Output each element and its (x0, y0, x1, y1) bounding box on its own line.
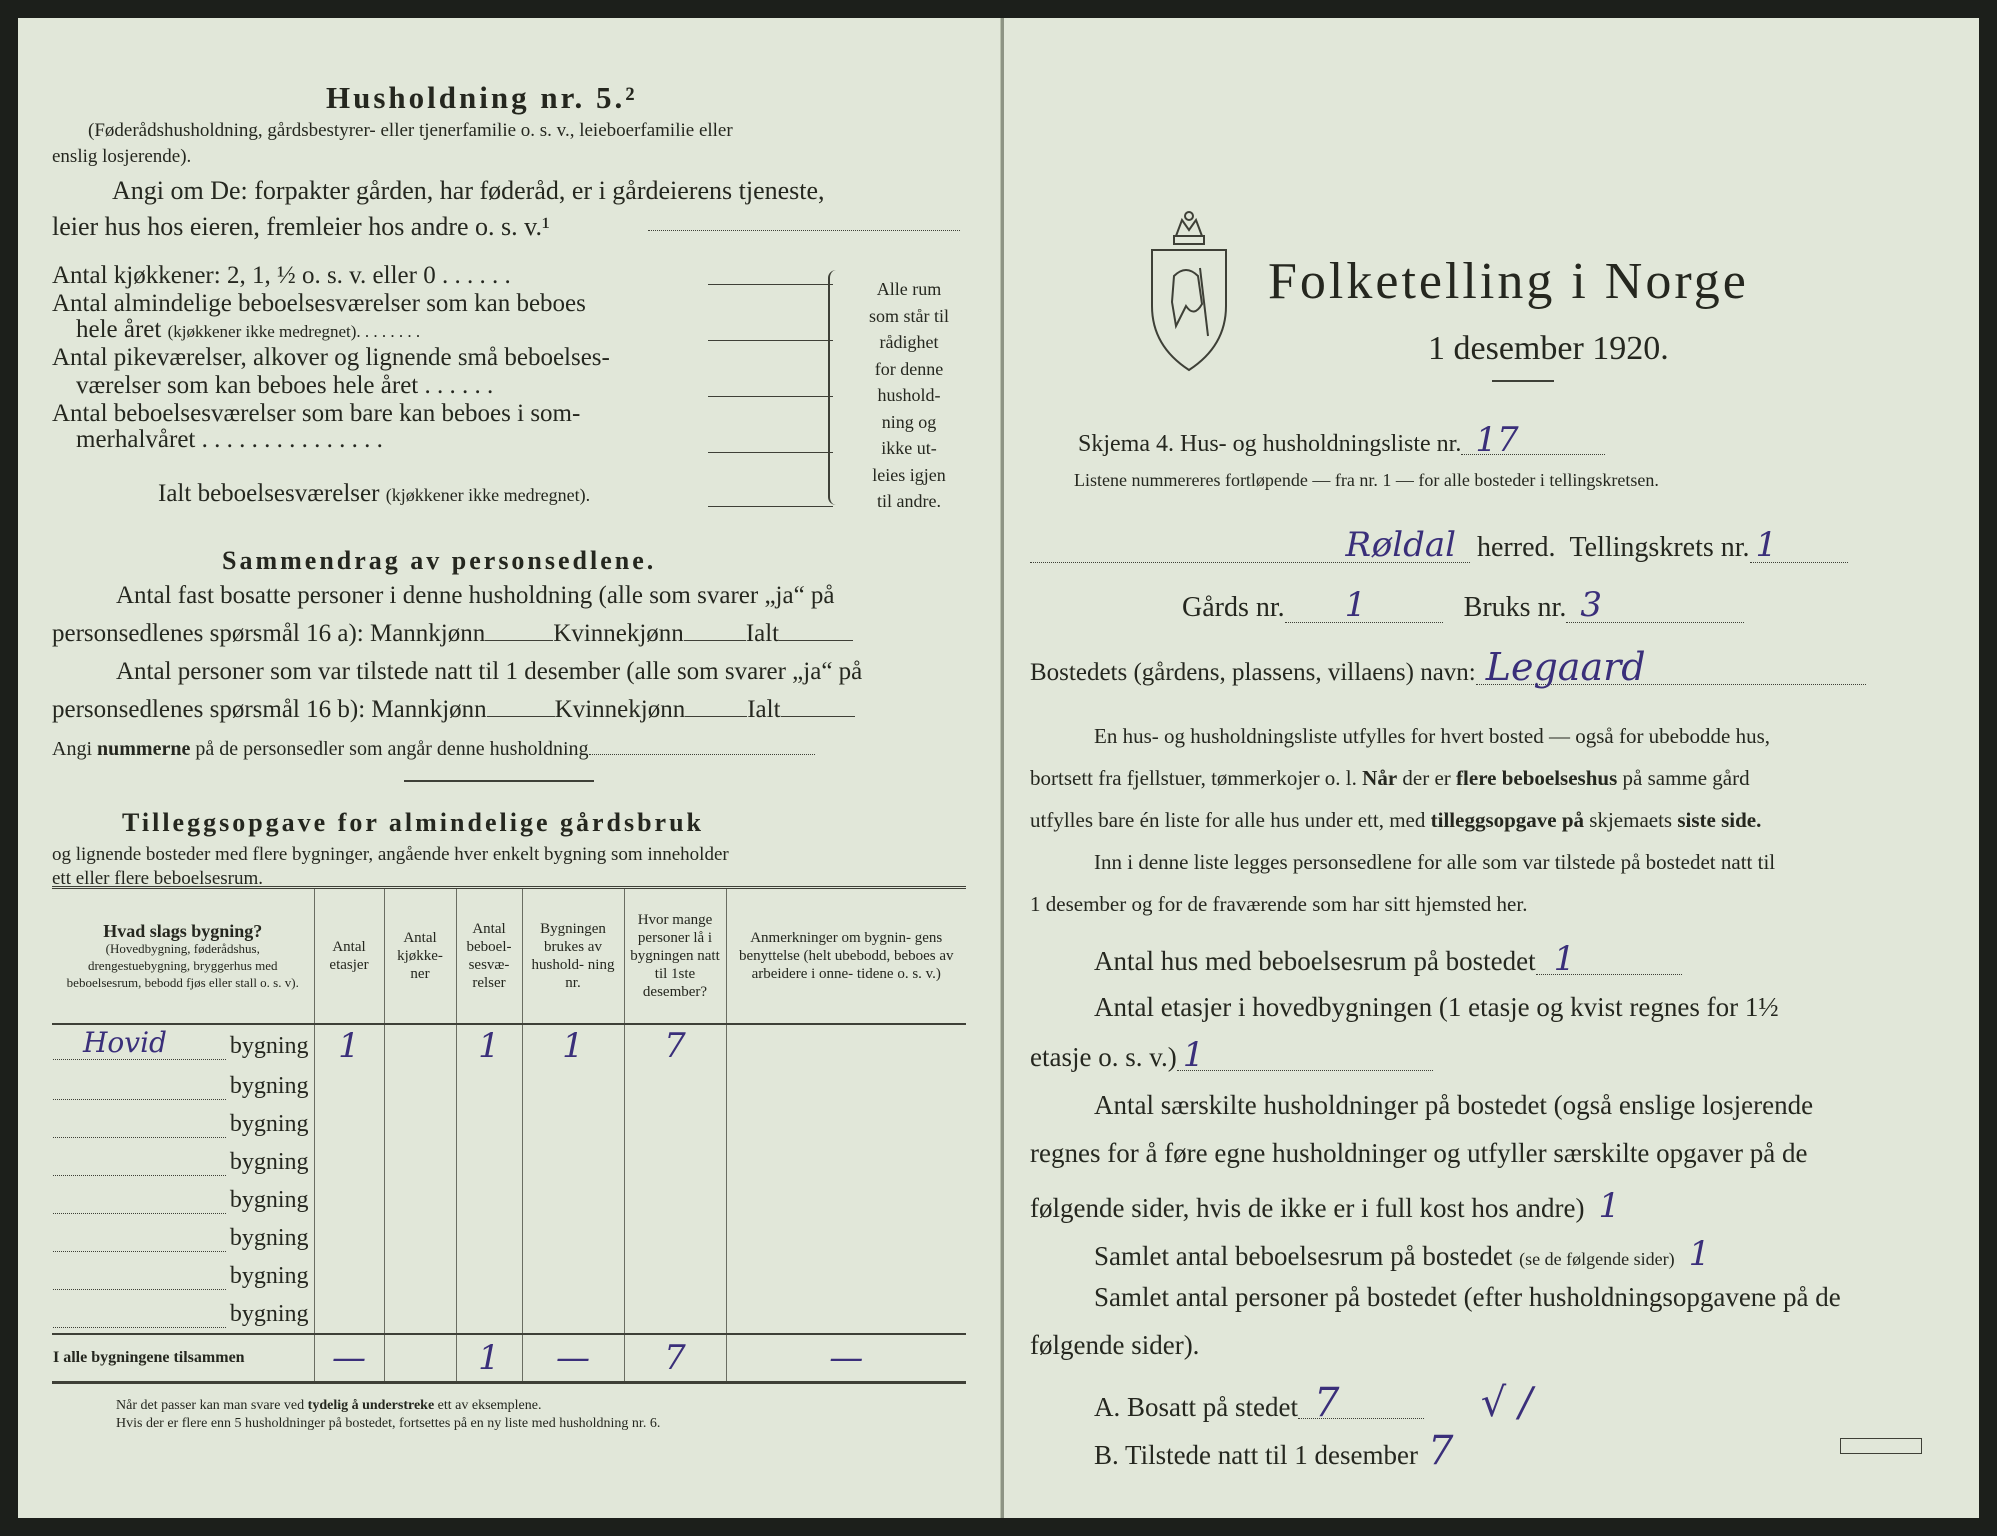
household-intro-line2: enslig losjerende). (52, 146, 192, 167)
building-row (52, 1105, 966, 1143)
building-rom-cell (456, 1181, 522, 1219)
q-persons-b: følgende sider). (1030, 1330, 1200, 1360)
angi-line2: leier hus hos eieren, fremleier hos andre o. s. v.¹ (52, 212, 550, 241)
building-husholdning-cell (522, 1257, 624, 1295)
building-row (52, 1067, 966, 1105)
summary-heading: Sammendrag av personsedlene. (222, 546, 657, 575)
summary-p3: Angi nummerne på de personsedler som angår denne husholdning (52, 738, 815, 761)
side-note-line: ning og (881, 411, 937, 432)
angi-answer-line (648, 230, 960, 231)
summary-p1-line1: Antal fast bosatte personer i denne husholdning (alle som svarer „ja“ på (116, 582, 835, 609)
building-anm-cell (726, 1295, 966, 1334)
bosted-line: Bostedets (gårdens, plassens, villaens) navn: Legaard (1030, 650, 1866, 687)
building-kjokkener-cell (384, 1257, 456, 1295)
building-personer-cell (624, 1105, 726, 1143)
building-kjokkener-cell (384, 1067, 456, 1105)
building-word: bygning (229, 1032, 309, 1059)
skjema-line: Skjema 4. Hus- og husholdningsliste nr. 17 (1078, 426, 1605, 458)
q-present: B. Tilstede natt til 1 desember 7 (1094, 1428, 1454, 1474)
rooms-ordinary-a: Antal almindelige beboelsesværelser som kan beboes (52, 290, 586, 317)
side-note-line: hushold- (877, 385, 941, 405)
listene-note: Listene nummereres fortløpende — fra nr. 1 — for alle bosteder i tellingskretsen. (1074, 470, 1659, 490)
building-row (52, 1295, 966, 1334)
household-intro-line1: (Føderådshusholdning, gårdsbestyrer- eller tjenerfamilie o. s. v., leieboerfamilie eller (88, 120, 733, 141)
building-type-cell (52, 1257, 314, 1295)
rooms-small-line (708, 396, 833, 397)
building-word: bygning (229, 1186, 309, 1213)
building-husholdning-cell (522, 1295, 624, 1334)
q-present-value: 7 (1428, 1428, 1454, 1474)
building-husholdning-cell (522, 1181, 624, 1219)
building-anm-cell (726, 1067, 966, 1105)
building-personer-cell (624, 1181, 726, 1219)
building-word: bygning (229, 1300, 309, 1327)
herred-value: Røldal (1030, 528, 1470, 563)
rooms-small-b: værelser som kan beboes hele året . . . . . . (76, 372, 494, 399)
building-rom-cell: 1 (456, 1024, 522, 1067)
buildings-table-header (52, 888, 966, 1025)
check-mark: √ / (1480, 1380, 1533, 1426)
building-type-cell (52, 1067, 314, 1105)
side-note-line: rådighet (879, 332, 939, 352)
info-line3: utfylles bare én liste for alle hus under ett, med tilleggsopgave på skjemaets siste side. (1030, 808, 1762, 832)
total-husholdning-cell: — (522, 1334, 624, 1383)
building-personer-cell (624, 1067, 726, 1105)
buildings-total-row (52, 1334, 966, 1383)
summary-p2-line1: Antal personer som var tilstede natt til 1 desember (alle som svarer „ja“ på (116, 658, 863, 685)
q-floors-a: Antal etasjer i hovedbygningen (1 etasje og kvist regnes for 1½ (1094, 992, 1779, 1022)
building-rom-cell (456, 1219, 522, 1257)
rooms-summer-line (708, 452, 833, 453)
q-resident: A. Bosatt på stedet 7 √ / (1094, 1380, 1533, 1426)
building-etasjer-cell (314, 1295, 384, 1334)
side-note-line: til andre. (877, 491, 941, 511)
rooms-summer-b: merhalvåret . . . . . . . . . . . . . . . (76, 426, 383, 453)
tillegg-sub1: og lignende bosteder med flere bygninger, angående hver enkelt bygning som inneholder (52, 844, 729, 865)
col-header-floors: Antal etasjer (314, 888, 384, 1025)
skjema-number: 17 (1461, 426, 1605, 455)
rooms-small-a: Antal pikeværelser, alkover og lignende små beboelses- (52, 344, 610, 371)
building-etasjer-cell (314, 1181, 384, 1219)
building-word: bygning (229, 1072, 309, 1099)
col-header-kitchens: Antal kjøkke- ner (384, 888, 456, 1025)
q-floors-value: 1 (1177, 1040, 1433, 1071)
building-word: bygning (229, 1262, 309, 1289)
bosted-value: Legaard (1476, 650, 1866, 685)
rooms-kitchens-line (708, 284, 833, 285)
section-divider (404, 780, 594, 782)
col-header-remarks: Anmerkninger om bygnin- gens benyttelse (helt ubebodd, beboes av arbeidere i onne- tidene o. s. v.) (726, 888, 966, 1025)
gards-bruks-line: Gårds nr. 1 Bruks nr. 3 (1182, 588, 1744, 624)
building-etasjer-cell (314, 1105, 384, 1143)
total-label: I alle bygningene tilsammen (53, 1349, 245, 1366)
building-type-cell (52, 1295, 314, 1334)
gards-value: 1 (1285, 588, 1443, 623)
building-row (52, 1219, 966, 1257)
q-households-c: følgende sider, hvis de ikke er i full kost hos andre) 1 (1030, 1186, 1621, 1226)
building-etasjer-cell: 1 (314, 1024, 384, 1067)
building-etasjer-cell (314, 1067, 384, 1105)
building-personer-cell (624, 1143, 726, 1181)
census-title: Folketelling i Norge (1268, 253, 1749, 310)
side-note-line: som står til (869, 305, 949, 326)
building-kjokkener-cell (384, 1295, 456, 1334)
building-row (52, 1143, 966, 1181)
right-page (1004, 18, 1979, 1518)
building-kjokkener-cell (384, 1219, 456, 1257)
summary-p2-line2: personsedlenes spørsmål 16 b): Mannkjønn Kvinnekjønn Ialt (52, 696, 855, 724)
total-rom-cell: 1 (456, 1334, 522, 1383)
q-households-b: regnes for å føre egne husholdninger og utfyller særskilte opgaver på de (1030, 1138, 1808, 1168)
side-note-line: ikke ut- (881, 438, 937, 458)
info-line1: En hus- og husholdningsliste utfylles for hvert bosted — også for ubebodde hus, (1094, 724, 1770, 748)
building-personer-cell: 7 (624, 1024, 726, 1067)
q-persons-a: Samlet antal personer på bostedet (efter husholdningsopgavene på de (1094, 1282, 1841, 1312)
info-line4: Inn i denne liste legges personsedlene for alle som var tilstede på bostedet natt til (1094, 850, 1776, 874)
building-type-cell (52, 1024, 314, 1067)
building-personer-cell (624, 1219, 726, 1257)
col-header-building-type: Hvad slags bygning? (Hovedbygning, føderådshus, drengestuebygning, bryggerhus med beboelsesrum, bebodd fjøs eller stall o. s. v). (66, 920, 299, 990)
herred-line: Røldal herred. Tellingskrets nr. 1 (1030, 528, 1848, 564)
q-rooms-value: 1 (1688, 1234, 1711, 1274)
angi-line1: Angi om De: forpakter gården, har føderåd, er i gårdeierens tjeneste, (112, 176, 825, 205)
census-date: 1 desember 1920. (1428, 330, 1669, 367)
side-note-line: for denne (874, 358, 944, 379)
col-header-persons: Hvor mange personer lå i bygningen natt til 1ste desember? (624, 888, 726, 1025)
building-anm-cell (726, 1024, 966, 1067)
q-households-a: Antal særskilte husholdninger på bostedet (også enslige losjerende (1094, 1090, 1814, 1120)
total-etasjer-cell: — (314, 1334, 384, 1383)
col-header-rooms: Antal beboel- sesvæ- relser (456, 888, 522, 1025)
building-husholdning-cell (522, 1067, 624, 1105)
building-anm-cell (726, 1219, 966, 1257)
printer-stamp (1840, 1438, 1922, 1454)
building-kjokkener-cell (384, 1024, 456, 1067)
rooms-side-note (854, 276, 964, 515)
building-husholdning-cell (522, 1143, 624, 1181)
building-row (52, 1181, 966, 1219)
building-word: bygning (229, 1110, 309, 1137)
building-anm-cell (726, 1181, 966, 1219)
rooms-total: Ialt beboelsesværelser (kjøkkener ikke medregnet). (158, 480, 591, 507)
building-kjokkener-cell (384, 1105, 456, 1143)
q-rooms: Samlet antal beboelsesrum på bostedet (se de følgende sider) 1 (1094, 1234, 1711, 1274)
rooms-summer-a: Antal beboelsesværelser som bare kan beboes i som- (52, 400, 581, 427)
rooms-kitchens: Antal kjøkkener: 2, 1, ½ o. s. v. eller 0 . . . . . . (52, 262, 511, 289)
building-etasjer-cell (314, 1143, 384, 1181)
building-rom-cell (456, 1105, 522, 1143)
tillegg-sub2: ett eller flere beboelsesrum. (52, 868, 264, 889)
building-husholdning-cell: 1 (522, 1024, 624, 1067)
side-note-line: Alle rum (876, 279, 942, 299)
building-kjokkener-cell (384, 1143, 456, 1181)
building-rom-cell (456, 1067, 522, 1105)
building-word: bygning (229, 1148, 309, 1175)
summary-p1-line2: personsedlenes spørsmål 16 a): Mannkjønn Kvinnekjønn Ialt (52, 620, 853, 648)
col-header-household: Bygningen brukes av hushold- ning nr. (522, 888, 624, 1025)
building-kjokkener-cell (384, 1181, 456, 1219)
krets-value: 1 (1750, 528, 1848, 563)
footnote-2: Hvis der er flere enn 5 husholdninger på bostedet, fortsettes på en ny liste med husholdning nr. 6. (116, 1416, 661, 1431)
footnote-1: Når det passer kan man svare ved tydelig å understreke ett av eksemplene. (116, 1398, 542, 1413)
bruks-value: 3 (1566, 588, 1744, 623)
buildings-table (52, 886, 966, 1384)
q-houses-value: 1 (1536, 944, 1682, 975)
rooms-total-line (708, 506, 833, 507)
tillegg-heading: Tilleggsopgave for almindelige gårdsbruk (122, 808, 705, 837)
building-personer-cell (624, 1257, 726, 1295)
building-husholdning-cell (522, 1105, 624, 1143)
building-rom-cell (456, 1295, 522, 1334)
title-divider (1492, 380, 1554, 382)
building-row (52, 1257, 966, 1295)
building-type-cell (52, 1105, 314, 1143)
info-line5: 1 desember og for de fraværende som har sitt hjemsted her. (1030, 892, 1528, 916)
rooms-ordinary-line (708, 340, 833, 341)
building-etasjer-cell (314, 1257, 384, 1295)
building-anm-cell (726, 1143, 966, 1181)
building-type-cell (52, 1143, 314, 1181)
q-houses: Antal hus med beboelsesrum på bostedet 1 (1094, 944, 1682, 977)
rooms-ordinary-b: hele året (kjøkkener ikke medregnet). . . . . . . . (76, 316, 421, 343)
building-type-cell (52, 1181, 314, 1219)
total-personer-cell: 7 (624, 1334, 726, 1383)
building-word: bygning (229, 1224, 309, 1251)
rooms-brace (828, 270, 844, 505)
building-anm-cell (726, 1257, 966, 1295)
info-line2: bortsett fra fjellstuer, tømmerkojer o. l. Når der er flere beboelseshus på samme gård (1030, 766, 1750, 790)
norwegian-coat-of-arms-icon (1146, 206, 1232, 376)
q-households-value: 1 (1598, 1186, 1621, 1226)
building-husholdning-cell (522, 1219, 624, 1257)
left-page (18, 18, 1001, 1518)
building-type-cell (52, 1219, 314, 1257)
total-anm-cell: — (726, 1334, 966, 1383)
building-personer-cell (624, 1295, 726, 1334)
building-row (52, 1024, 966, 1067)
total-kjokkener-cell (384, 1334, 456, 1383)
q-resident-value: 7 (1298, 1388, 1424, 1419)
side-note-line: leies igjen (872, 464, 946, 485)
household-title: Husholdning nr. 5.² (326, 80, 638, 115)
building-rom-cell (456, 1257, 522, 1295)
q-floors-b: etasje o. s. v.) 1 (1030, 1040, 1433, 1073)
building-rom-cell (456, 1143, 522, 1181)
building-anm-cell (726, 1105, 966, 1143)
building-type-value: Hovid (83, 1025, 167, 1059)
building-etasjer-cell (314, 1219, 384, 1257)
